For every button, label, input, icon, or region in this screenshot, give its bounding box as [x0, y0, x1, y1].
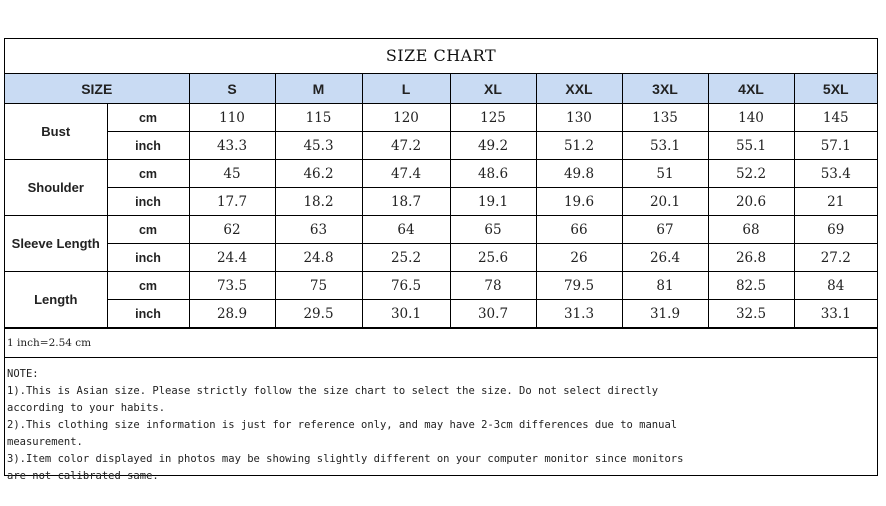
table-cell: 66 — [536, 216, 622, 244]
table-cell: 78 — [450, 272, 536, 300]
note-line: according to your habits. — [7, 402, 166, 414]
table-cell: 81 — [622, 272, 708, 300]
table-cell: 29.5 — [275, 300, 362, 328]
table-cell: 145 — [794, 104, 877, 132]
measurement-label: Sleeve Length — [5, 216, 107, 272]
table-cell: 140 — [708, 104, 794, 132]
notes-section — [5, 358, 877, 485]
size-column-header: XL — [450, 74, 536, 104]
table-cell: 18.2 — [275, 188, 362, 216]
table-cell: 49.8 — [536, 160, 622, 188]
table-cell: 62 — [189, 216, 275, 244]
table-cell: 17.7 — [189, 188, 275, 216]
table-cell: 64 — [362, 216, 450, 244]
note-line: measurement. — [7, 436, 83, 448]
table-row — [5, 104, 877, 132]
table-cell: 73.5 — [189, 272, 275, 300]
table-cell: 49.2 — [450, 132, 536, 160]
unit-label: cm — [107, 104, 189, 132]
table-row — [5, 216, 877, 244]
table-cell: 120 — [362, 104, 450, 132]
size-column-header: M — [275, 74, 362, 104]
table-cell: 26.4 — [622, 244, 708, 272]
table-cell: 20.1 — [622, 188, 708, 216]
measurement-label: Length — [5, 272, 107, 328]
table-cell: 53.1 — [622, 132, 708, 160]
note-line: 1).This is Asian size. Please strictly follow the size chart to select the size. Do not select directly — [7, 385, 659, 397]
table-cell: 26.8 — [708, 244, 794, 272]
measurement-label: Shoulder — [5, 160, 107, 216]
table-cell: 32.5 — [708, 300, 794, 328]
table-row — [5, 160, 877, 188]
table-cell: 47.4 — [362, 160, 450, 188]
table-cell: 47.2 — [362, 132, 450, 160]
table-cell: 82.5 — [708, 272, 794, 300]
table-cell: 115 — [275, 104, 362, 132]
table-cell: 69 — [794, 216, 877, 244]
table-cell: 24.4 — [189, 244, 275, 272]
unit-label: inch — [107, 132, 189, 160]
size-column-header: 3XL — [622, 74, 708, 104]
table-cell: 24.8 — [275, 244, 362, 272]
table-cell: 57.1 — [794, 132, 877, 160]
unit-label: inch — [107, 188, 189, 216]
table-cell: 67 — [622, 216, 708, 244]
table-cell: 63 — [275, 216, 362, 244]
note-line: 2).This clothing size information is just for reference only, and may have 2-3cm differences due to manual — [7, 419, 678, 431]
unit-label: inch — [107, 300, 189, 328]
table-cell: 19.6 — [536, 188, 622, 216]
table-cell: 46.2 — [275, 160, 362, 188]
table-cell: 30.1 — [362, 300, 450, 328]
table-cell: 68 — [708, 216, 794, 244]
table-cell: 75 — [275, 272, 362, 300]
table-cell: 45.3 — [275, 132, 362, 160]
table-cell: 84 — [794, 272, 877, 300]
size-table — [5, 74, 877, 328]
table-row — [5, 300, 877, 328]
note-line: are not calibrated same. — [7, 470, 159, 482]
table-cell: 48.6 — [450, 160, 536, 188]
table-cell: 31.9 — [622, 300, 708, 328]
table-cell: 20.6 — [708, 188, 794, 216]
table-cell: 135 — [622, 104, 708, 132]
unit-label: cm — [107, 160, 189, 188]
table-cell: 45 — [189, 160, 275, 188]
table-cell: 53.4 — [794, 160, 877, 188]
table-cell: 79.5 — [536, 272, 622, 300]
table-cell: 26 — [536, 244, 622, 272]
table-cell: 130 — [536, 104, 622, 132]
table-cell: 55.1 — [708, 132, 794, 160]
note-line: 3).Item color displayed in photos may be showing slightly different on your computer monitor since monitors — [7, 453, 684, 465]
table-cell: 19.1 — [450, 188, 536, 216]
unit-conversion-note: 1 inch=2.54 cm — [5, 328, 877, 358]
table-cell: 52.2 — [708, 160, 794, 188]
table-cell: 30.7 — [450, 300, 536, 328]
size-column-header: S — [189, 74, 275, 104]
unit-label: cm — [107, 272, 189, 300]
size-column-header: 5XL — [794, 74, 877, 104]
table-row — [5, 272, 877, 300]
table-row — [5, 188, 877, 216]
unit-label: inch — [107, 244, 189, 272]
size-column-header: XXL — [536, 74, 622, 104]
notes-heading: NOTE: — [7, 368, 39, 380]
table-cell: 43.3 — [189, 132, 275, 160]
size-header-row — [5, 74, 877, 104]
table-cell: 21 — [794, 188, 877, 216]
table-cell: 28.9 — [189, 300, 275, 328]
table-cell: 33.1 — [794, 300, 877, 328]
table-cell: 76.5 — [362, 272, 450, 300]
table-cell: 65 — [450, 216, 536, 244]
table-cell: 27.2 — [794, 244, 877, 272]
size-column-header: 4XL — [708, 74, 794, 104]
table-cell: 31.3 — [536, 300, 622, 328]
table-cell: 51.2 — [536, 132, 622, 160]
size-chart — [4, 38, 878, 482]
table-cell: 18.7 — [362, 188, 450, 216]
size-column-header: L — [362, 74, 450, 104]
table-cell: 25.2 — [362, 244, 450, 272]
table-row — [5, 132, 877, 160]
table-cell: 25.6 — [450, 244, 536, 272]
measurement-label: Bust — [5, 104, 107, 160]
table-cell: 110 — [189, 104, 275, 132]
table-cell: 51 — [622, 160, 708, 188]
table-cell: 125 — [450, 104, 536, 132]
table-row — [5, 244, 877, 272]
unit-label: cm — [107, 216, 189, 244]
size-header-label: SIZE — [5, 74, 189, 104]
chart-title: SIZE CHART — [5, 39, 877, 74]
